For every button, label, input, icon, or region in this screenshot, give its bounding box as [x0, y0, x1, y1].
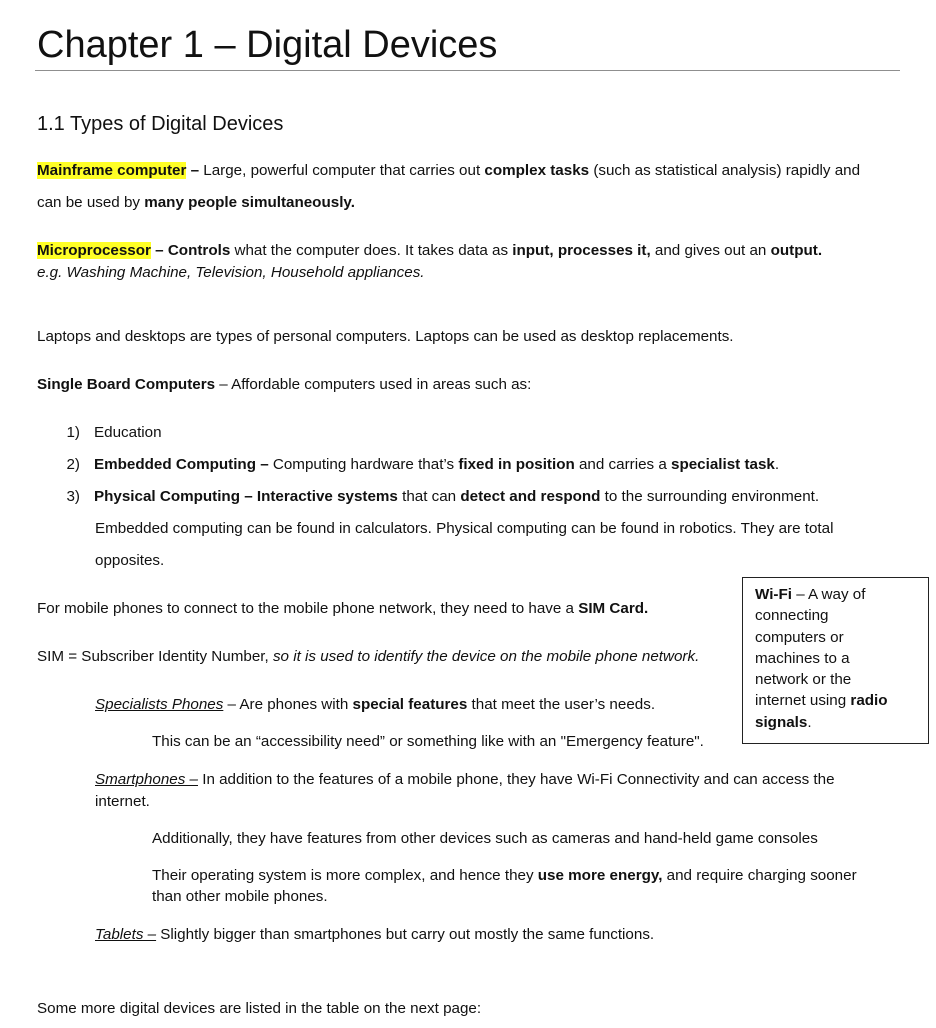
smartphones-note-1: Additionally, they have features from other devices such as cameras and hand-held game consoles	[152, 830, 818, 847]
tablets-term: Tablets –	[95, 926, 157, 943]
mainframe-line-2: can be used by many people simultaneously.	[37, 194, 355, 211]
smartphones-note-2: Their operating system is more complex, and hence they use more energy, and require charging sooner	[152, 867, 857, 884]
microprocessor-example: e.g. Washing Machine, Television, Household appliances.	[37, 264, 425, 281]
sbc-line: Single Board Computers – Affordable computers used in areas such as:	[37, 376, 532, 393]
specialist-line: Specialists Phones – Are phones with special features that meet the user’s needs.	[95, 696, 656, 713]
list-note-line-1: Embedded computing can be found in calculators. Physical computing can be found in robotics. They are total	[95, 520, 834, 537]
list-item: 2) Embedded Computing – Computing hardware that’s fixed in position and carries a specialist task.	[66, 456, 780, 473]
section-heading: 1.1 Types of Digital Devices	[37, 113, 284, 135]
microprocessor-term: Microprocessor	[37, 242, 151, 259]
smartphones-line-2: internet.	[95, 793, 150, 810]
sbc-term: Single Board Computers	[37, 376, 216, 393]
smartphones-note-3: than other mobile phones.	[152, 888, 328, 905]
mobile-line: For mobile phones to connect to the mobile phone network, they need to have a SIM Card.	[37, 600, 649, 617]
tablets-line: Tablets – Slightly bigger than smartphones but carry out mostly the same functions.	[95, 926, 655, 943]
sim-line: SIM = Subscriber Identity Number, so it is used to identify the device on the mobile phone network.	[37, 648, 700, 665]
list-note-line-2: opposites.	[95, 552, 165, 569]
smartphones-term: Smartphones –	[95, 771, 198, 788]
wifi-term: Wi-Fi	[755, 586, 792, 603]
laptops-text: Laptops and desktops are types of personal computers. Laptops can be used as desktop replacements.	[37, 328, 734, 345]
footer-text: Some more digital devices are listed in the table on the next page:	[37, 1000, 482, 1017]
list-item: 1) Education	[66, 424, 162, 441]
specialist-term: Specialists Phones	[95, 696, 224, 713]
microprocessor-line: Microprocessor – Controls what the computer does. It takes data as input, processes it, and gives out an output.	[37, 242, 823, 259]
smartphones-line-1: Smartphones – In addition to the features of a mobile phone, they have Wi-Fi Connectivity and can access the	[95, 771, 835, 788]
wifi-definition-box: Wi-Fi – A way of connecting computers or machines to a network or the internet using radio signals.	[742, 577, 929, 744]
specialist-note: This can be an “accessibility need” or something like with an "Emergency feature".	[152, 733, 704, 750]
chapter-title: Chapter 1 – Digital Devices	[37, 24, 498, 66]
mainframe-line-1: Mainframe computer – Large, powerful computer that carries out complex tasks (such as statistical analysis) rapidly and	[37, 162, 861, 179]
title-divider	[35, 70, 900, 71]
list-item: 3) Physical Computing – Interactive systems that can detect and respond to the surrounding environment.	[66, 488, 820, 505]
mainframe-term: Mainframe computer	[37, 162, 187, 179]
